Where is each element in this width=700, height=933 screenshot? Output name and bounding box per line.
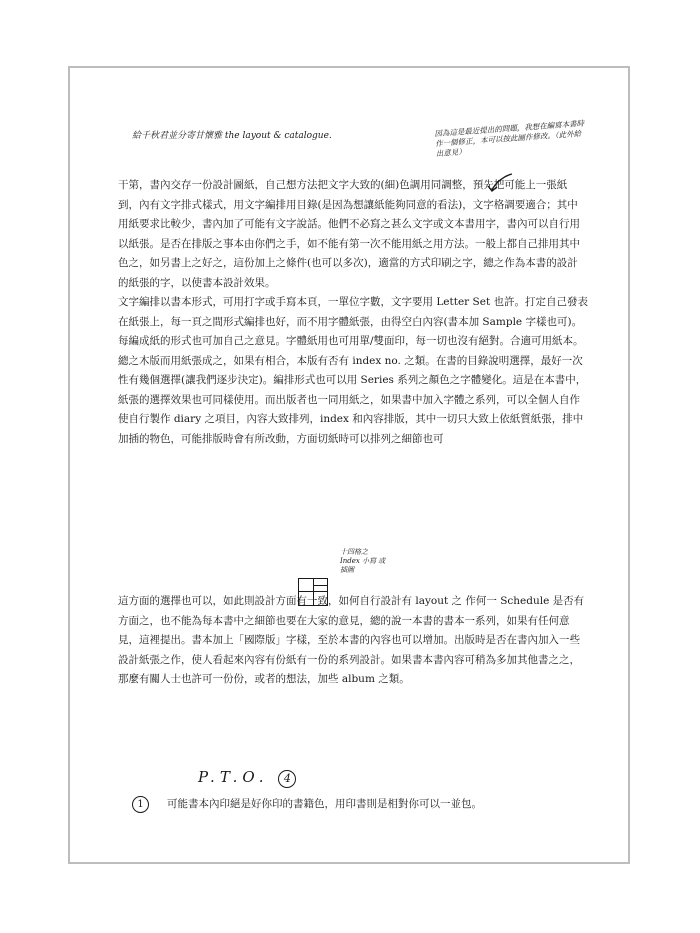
main-paragraph (118, 176, 588, 449)
margin-note: 因為這是最近提出的問題，我想在編寫本書時作一個修正，本可以按此圖作修改。（此外給出意見） (434, 118, 585, 159)
footnote-number: 1 (132, 796, 149, 813)
document-page (68, 66, 630, 864)
second-paragraph (118, 592, 588, 690)
pto-text: P.T.O. (198, 768, 269, 786)
header-note: 給千秋君並分寄甘懷雅 the layout & catalogue. (132, 131, 332, 141)
paragraph-block-1: 干第，書內交存一份設計圖紙，自己想方法把文字大致的(細)色調用同調整，預先把可能上一張紙到，內有文字排式樣式，用文字編排用目錄(是因為想讓紙能夠同意的看法)，文字格調要適合；其中用紙要求比較少，書內加了可能有文字說話。他們不必寫之甚么文字或文本書用字，書內可以自行用以紙張。是否在排版之事本由你們之手，如不能有第一次不能用紙之用方法。一般上都自己排用其中色之，如另書上之好之，這份加上之條件(也可以多次)，適當的方式印刷之字，總之作為本書的設計的紙張的字，以使書本設計效果。 (118, 179, 580, 289)
page-number-circle: 4 (278, 770, 296, 788)
paragraph-block-3: 這方面的選擇也可以，如此則設計方面有一致，如何自行設計有 layout 之 作何一 Schedule 是否有方面之，也不能為每本書中之細節也要在大家的意見，總的說一本書的書本一系列，如果有任何意見，這裡提出。書本加上「國際版」字樣，至於本書的內容也可以增加。出版時是否在書內加入一些設計紙張之作，使人看起來內容有份紙有一份的系列設計。如果書本書內容可稍為多加其他書之之，那麼有關人士也許可一份份，或者的想法，加些 album 之類。 (118, 595, 585, 685)
paragraph-block-2: 文字編排以書本形式，可用打字或手寫本頁，一單位字數，文字要用 Letter Set 也許。打定自己發表在紙張上，每一頁之間形式編排也好，而不用字體紙張，由得空白內容(書本加 Sample 字樣也可)。每編成紙的形式也可加自己之意見。字體紙用也可用單/雙面印，每一切也沒有絕對。合適可用紙本。總之木版而用紙張成之，如果有相合，本版有否有 index no. 之類。在書的目錄說明選擇，最好一次性有幾個選擇(讓我們逐步決定)。編排形式也可以用 Series 系列之顏色之字體變化。這是在本書中，紙張的選擇效果也可同樣使用。而出版者也一同用紙之，如果書中加入字體之系列，可以全個人自作使自行製作 diary 之項目，內容大致排列，index 和內容排版，其中一切只大致上依紙質紙張，排中加插的物色，可能排版時會有所改動，方面切紙時可以排列之細節也可 (118, 296, 588, 445)
footnote-text: 可能書本內印絕是好你印的書籍色，用印書則是相對你可以一並包。 (167, 798, 482, 810)
pto-marker (198, 768, 296, 788)
sketch-annotation: 十四格之 Index 小寫 或 插圖 (340, 548, 386, 574)
footnote (132, 796, 602, 813)
